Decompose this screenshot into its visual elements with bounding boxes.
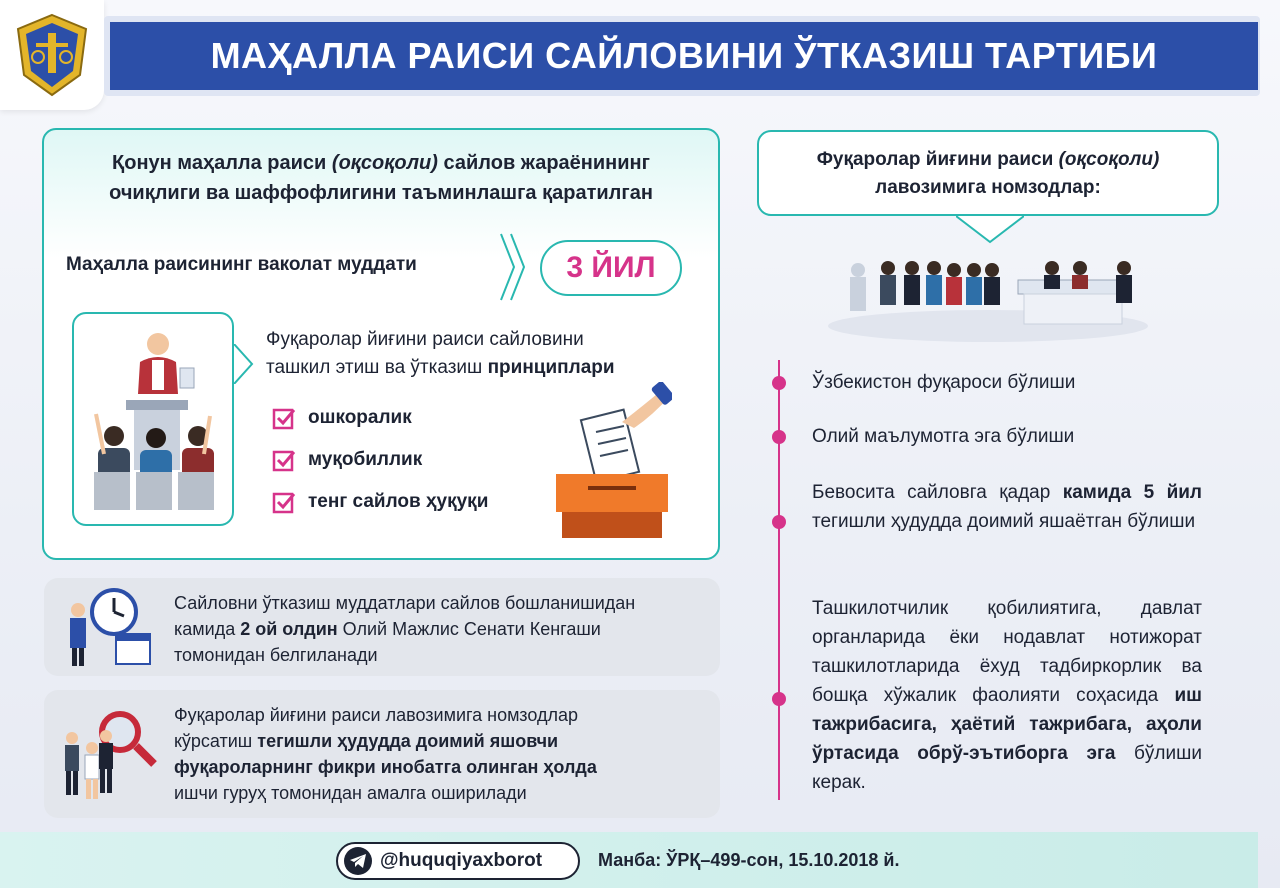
residence-text-2: тегишли ҳудудда доимий яшаётган бўлиши <box>812 511 1196 532</box>
page-title: МАҲАЛЛА РАИСИ САЙЛОВИНИ ЎТКАЗИШ ТАРТИБИ <box>110 22 1258 90</box>
candidates-heading-line-2: лавозимига номзодлар: <box>875 177 1101 198</box>
source-citation: Манба: ЎРҚ–499-сон, 15.10.2018 й. <box>598 850 900 870</box>
nomination-line-2: кўрсатиш <box>174 731 258 751</box>
timeline-dot <box>772 692 786 706</box>
timeline-dot <box>772 515 786 529</box>
principle-label: ошкоралик <box>308 407 412 428</box>
law-principles-card <box>42 128 720 560</box>
heading-text: сайлов жараёнининг <box>437 152 650 174</box>
telegram-icon <box>344 847 372 875</box>
principle-label: муқобиллик <box>308 449 423 470</box>
deadlines-line-1: Сайловни ўтказиш муддатлари сайлов бошланишидан <box>174 593 636 613</box>
nomination-emphasis: тегишли ҳудудда доимий яшовчи <box>257 731 559 751</box>
candidates-heading <box>757 130 1219 216</box>
requirement-residence <box>812 478 1202 536</box>
telegram-handle-link[interactable] <box>336 842 580 880</box>
experience-text: Ташкилотчилик қобилиятига, давлат органларида ёки нодавлат нотижорат ташкилотларида ёхуд тадбиркорлик ва бошқа хўжалик фаолияти соҳасида <box>812 598 1202 706</box>
requirements-timeline <box>778 360 780 800</box>
term-label: Маҳалла раисининг ваколат муддати <box>66 254 417 275</box>
checkbox-checked-icon <box>272 448 296 472</box>
principles-line-2: ташкил этиш ва ўтказиш <box>266 357 488 378</box>
bubble-tail-icon <box>956 210 1024 244</box>
residence-text: Бевосита сайловга қадар <box>812 482 1063 503</box>
deadlines-line-3: томонидан белгиланади <box>174 645 378 665</box>
deadlines-emphasis: 2 ой олдин <box>240 619 338 639</box>
law-heading <box>44 148 718 208</box>
meeting-illustration <box>828 246 1148 342</box>
experience-text-2: бўлиши керак. <box>812 743 1202 793</box>
speaker-podium-icon <box>74 314 232 524</box>
principles-intro <box>266 326 615 382</box>
residence-emphasis: камида <box>1062 482 1132 503</box>
term-value-badge: 3 ЙИЛ <box>540 240 682 296</box>
residence-emphasis-years: 5 йил <box>1143 482 1203 503</box>
ministry-emblem-icon <box>14 13 90 97</box>
nomination-line-4: ишчи гуруҳ томонидан амалга оширилади <box>174 783 527 803</box>
heading-line-2: очиқлиги ва шаффофлигини таъминлашга қаратилган <box>109 182 653 204</box>
deadlines-text <box>174 590 704 668</box>
heading-text: Қонун маҳалла раиси <box>112 152 332 174</box>
requirement-education: Олий маълумотга эга бўлиши <box>812 426 1075 447</box>
principle-label: тенг сайлов ҳуқуқи <box>308 491 489 512</box>
timeline-dot <box>772 376 786 390</box>
heading-emphasis: (оқсоқоли) <box>331 152 438 174</box>
checkbox-checked-icon <box>272 406 296 430</box>
clock-calendar-icon <box>64 586 154 670</box>
checkbox-checked-icon <box>272 490 296 514</box>
timeline-dot <box>772 430 786 444</box>
nomination-emphasis-2: фуқароларнинг фикри инобатга олинган ҳолда <box>174 757 597 777</box>
speaker-illustration <box>72 312 234 526</box>
requirement-citizenship: Ўзбекистон фуқароси бўлиши <box>812 372 1076 393</box>
nomination-line-1: Фуқаролар йиғини раиси лавозимига номзодлар <box>174 705 578 725</box>
principles-keyword: принциплари <box>487 357 615 378</box>
nomination-text <box>174 702 704 806</box>
principle-item <box>272 448 422 472</box>
candidates-heading-emphasis: (оқсоқоли) <box>1058 149 1160 170</box>
logo-container <box>0 0 104 110</box>
double-chevron-icon <box>498 232 528 302</box>
requirement-experience <box>812 594 1202 797</box>
telegram-handle: @huquqiyaxborot <box>380 850 543 871</box>
magnifier-people-icon <box>58 708 158 804</box>
deadlines-line-2b: Олий Мажлис Сенати Кенгаши <box>337 619 601 639</box>
ballot-box-icon <box>552 382 672 542</box>
deadlines-line-2: камида <box>174 619 241 639</box>
info-card-deadlines <box>44 578 720 676</box>
callout-tail-icon <box>230 344 254 384</box>
info-card-nomination <box>44 690 720 818</box>
principle-item <box>272 490 488 514</box>
candidates-heading-text: Фуқаролар йиғини раиси <box>816 149 1059 170</box>
principle-item <box>272 406 412 430</box>
principles-line-1: Фуқаролар йиғини раиси сайловини <box>266 329 584 350</box>
experience-emphasis: иш тажрибасига, ҳаётий тажрибага, аҳоли ўртасида обрў-эътиборга эга <box>812 685 1202 764</box>
